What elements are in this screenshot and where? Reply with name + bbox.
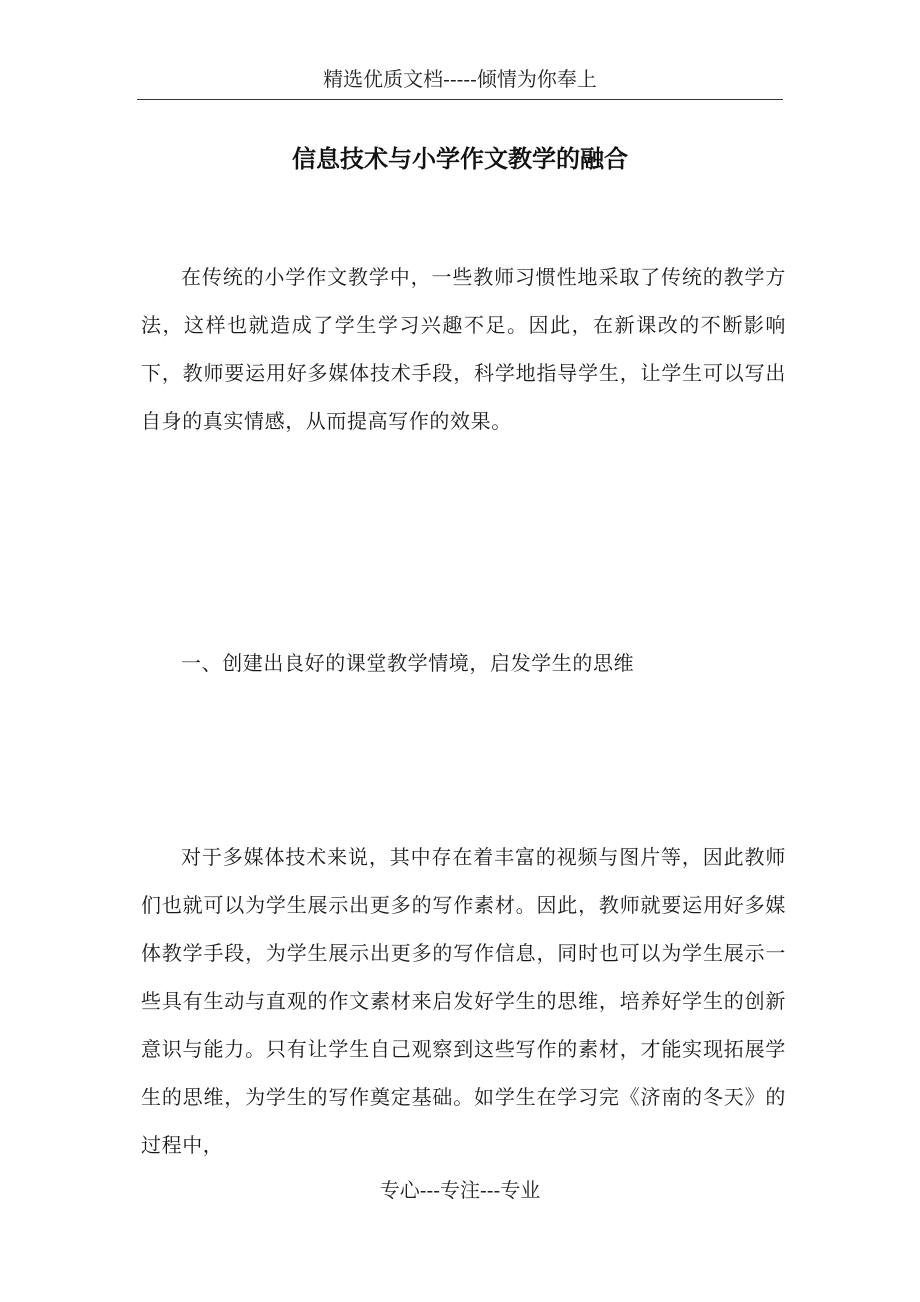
header-divider xyxy=(137,99,783,100)
body-paragraph-section-1: 对于多媒体技术来说，其中存在着丰富的视频与图片等，因此教师们也就可以为学生展示出更多的写作素材。因此，教师就要运用好多媒体教学手段，为学生展示出更多的写作信息，同时也可以为学生展示一些具有生动与直观的作文素材来启发好学生的思维，培养好学生的创新意识与能力。只有让学生自己观察到这些写作的素材，才能实现拓展学生的思维，为学生的写作奠定基础。如学生在学习完《济南的冬天》的过程中， xyxy=(141,845,786,1157)
section-heading-1: 一、创建出良好的课堂教学情境，启发学生的思维 xyxy=(181,651,635,675)
page-footer: 专心---专注---专业 xyxy=(379,1178,541,1202)
body-paragraph-intro: 在传统的小学作文教学中，一些教师习惯性地采取了传统的教学方法，这样也就造成了学生学习兴趣不足。因此，在新课改的不断影响下，教师要运用好多媒体技术手段，科学地指导学生，让学生可以写出自身的真实情感，从而提高写作的效果。 xyxy=(141,265,786,433)
page-header: 精选优质文档-----倾情为你奉上 xyxy=(323,67,597,91)
document-title: 信息技术与小学作文教学的融合 xyxy=(292,145,628,173)
